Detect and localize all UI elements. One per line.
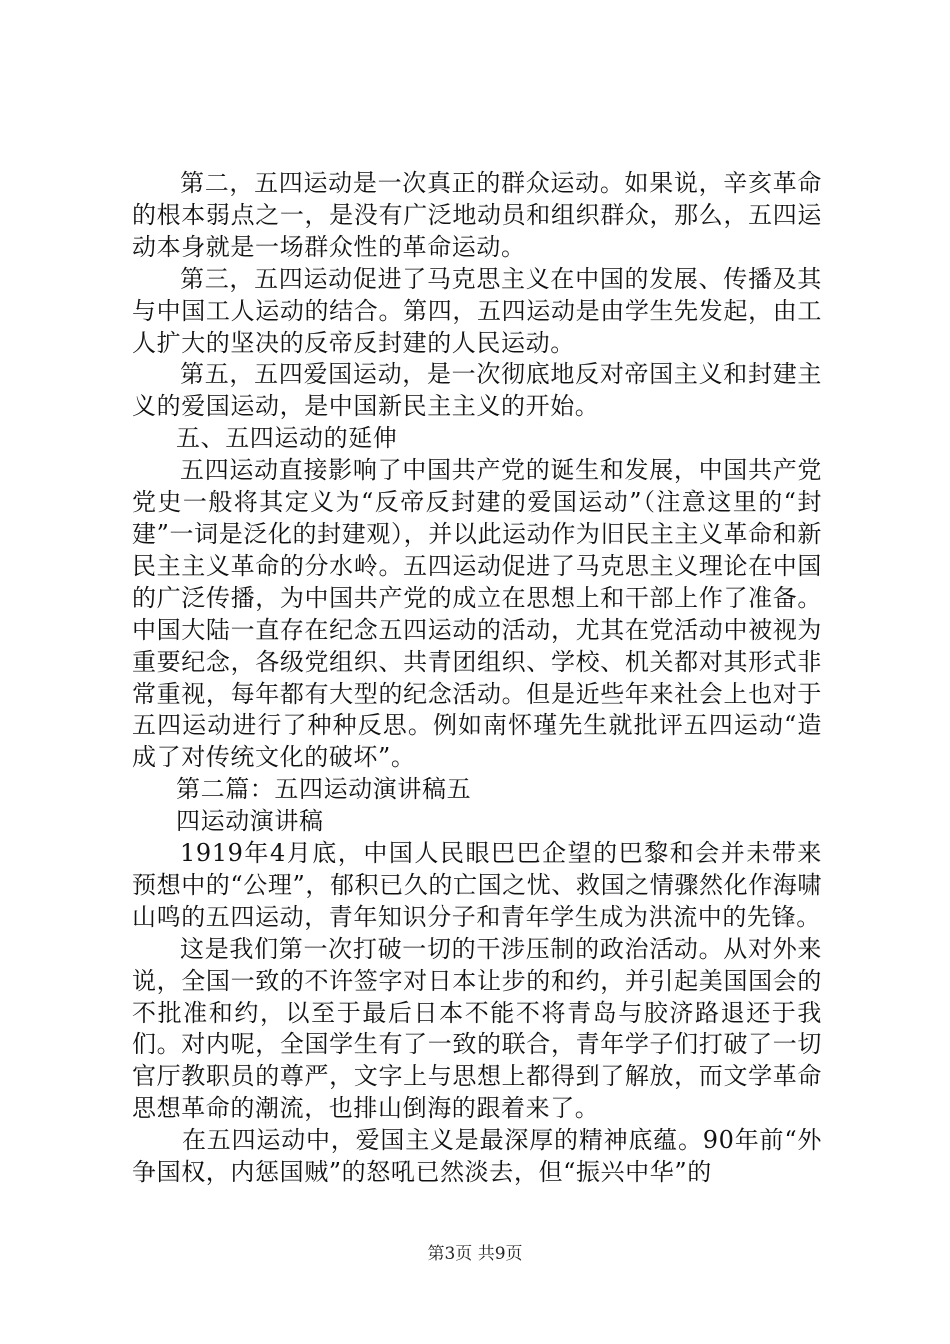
paragraph-speech-patriotism: 在五四运动中，爱国主义是最深厚的精神底蕴。90年前“外争国权，内惩国贼”的怒吼已然淡去，但“振兴中华”的 <box>132 1126 822 1187</box>
paragraph-second-point: 第二，五四运动是一次真正的群众运动。如果说，辛亥革命的根本弱点之一，是没有广泛地动员和组织群众，那么，五四运动本身就是一场群众性的革命运动。 <box>132 169 822 261</box>
paragraph-fifth-point: 第五，五四爱国运动，是一次彻底地反对帝国主义和封建主义的爱国运动，是中国新民主主义的开始。 <box>132 360 822 421</box>
page-number-footer: 第3页 共9页 <box>427 1244 523 1264</box>
paragraph-speech-first-break: 这是我们第一次打破一切的干涉压制的政治活动。从对外来说，全国一致的不许签字对日本让步的和约，并引起美国国会的不批准和约，以至于最后日本不能不将青岛与胶济路退还于我们。对内呢，全国学生有了一致的联合，青年学子们打破了一切官厅教职员的尊严，文字上与思想上都得到了解放，而文学革命思想革命的潮流，也排山倒海的跟着来了。 <box>132 934 822 1123</box>
paragraph-extension-body: 五四运动直接影响了中国共产党的诞生和发展，中国共产党党史一般将其定义为“反帝反封建的爱国运动”（注意这里的“封建”一词是泛化的封建观），并以此运动作为旧民主主义革命和新民主主义革命的分水岭。五四运动促进了马克思主义理论在中国的广泛传播，为中国共产党的成立在思想上和干部上作了准备。中国大陆一直存在纪念五四运动的活动，尤其在党活动中被视为重要纪念，各级党组织、共青团组织、学校、机关都对其形式非常重视，每年都有大型的纪念活动。但是近些年来社会上也对于五四运动进行了种种反思。例如南怀瑾先生就批评五四运动“造成了对传统文化的破坏”。 <box>132 456 822 772</box>
speech-subtitle: 四运动演讲稿 <box>176 807 324 836</box>
paragraph-third-fourth-point: 第三，五四运动促进了马克思主义在中国的发展、传播及其与中国工人运动的结合。第四，五四运动是由学生先发起，由工人扩大的坚决的反帝反封建的人民运动。 <box>132 264 822 357</box>
document-body <box>132 168 822 1189</box>
chapter-heading-speech: 第二篇：五四运动演讲稿五 <box>176 775 472 804</box>
section-heading-extension: 五、五四运动的延伸 <box>176 424 398 453</box>
paragraph-speech-1919: 1919年4月底，中国人民眼巴巴企望的巴黎和会并未带来预想中的“公理”，郁积已久的亡国之忧、救国之情骤然化作海啸山鸣的五四运动，青年知识分子和青年学生成为洪流中的先锋。 <box>132 839 822 931</box>
